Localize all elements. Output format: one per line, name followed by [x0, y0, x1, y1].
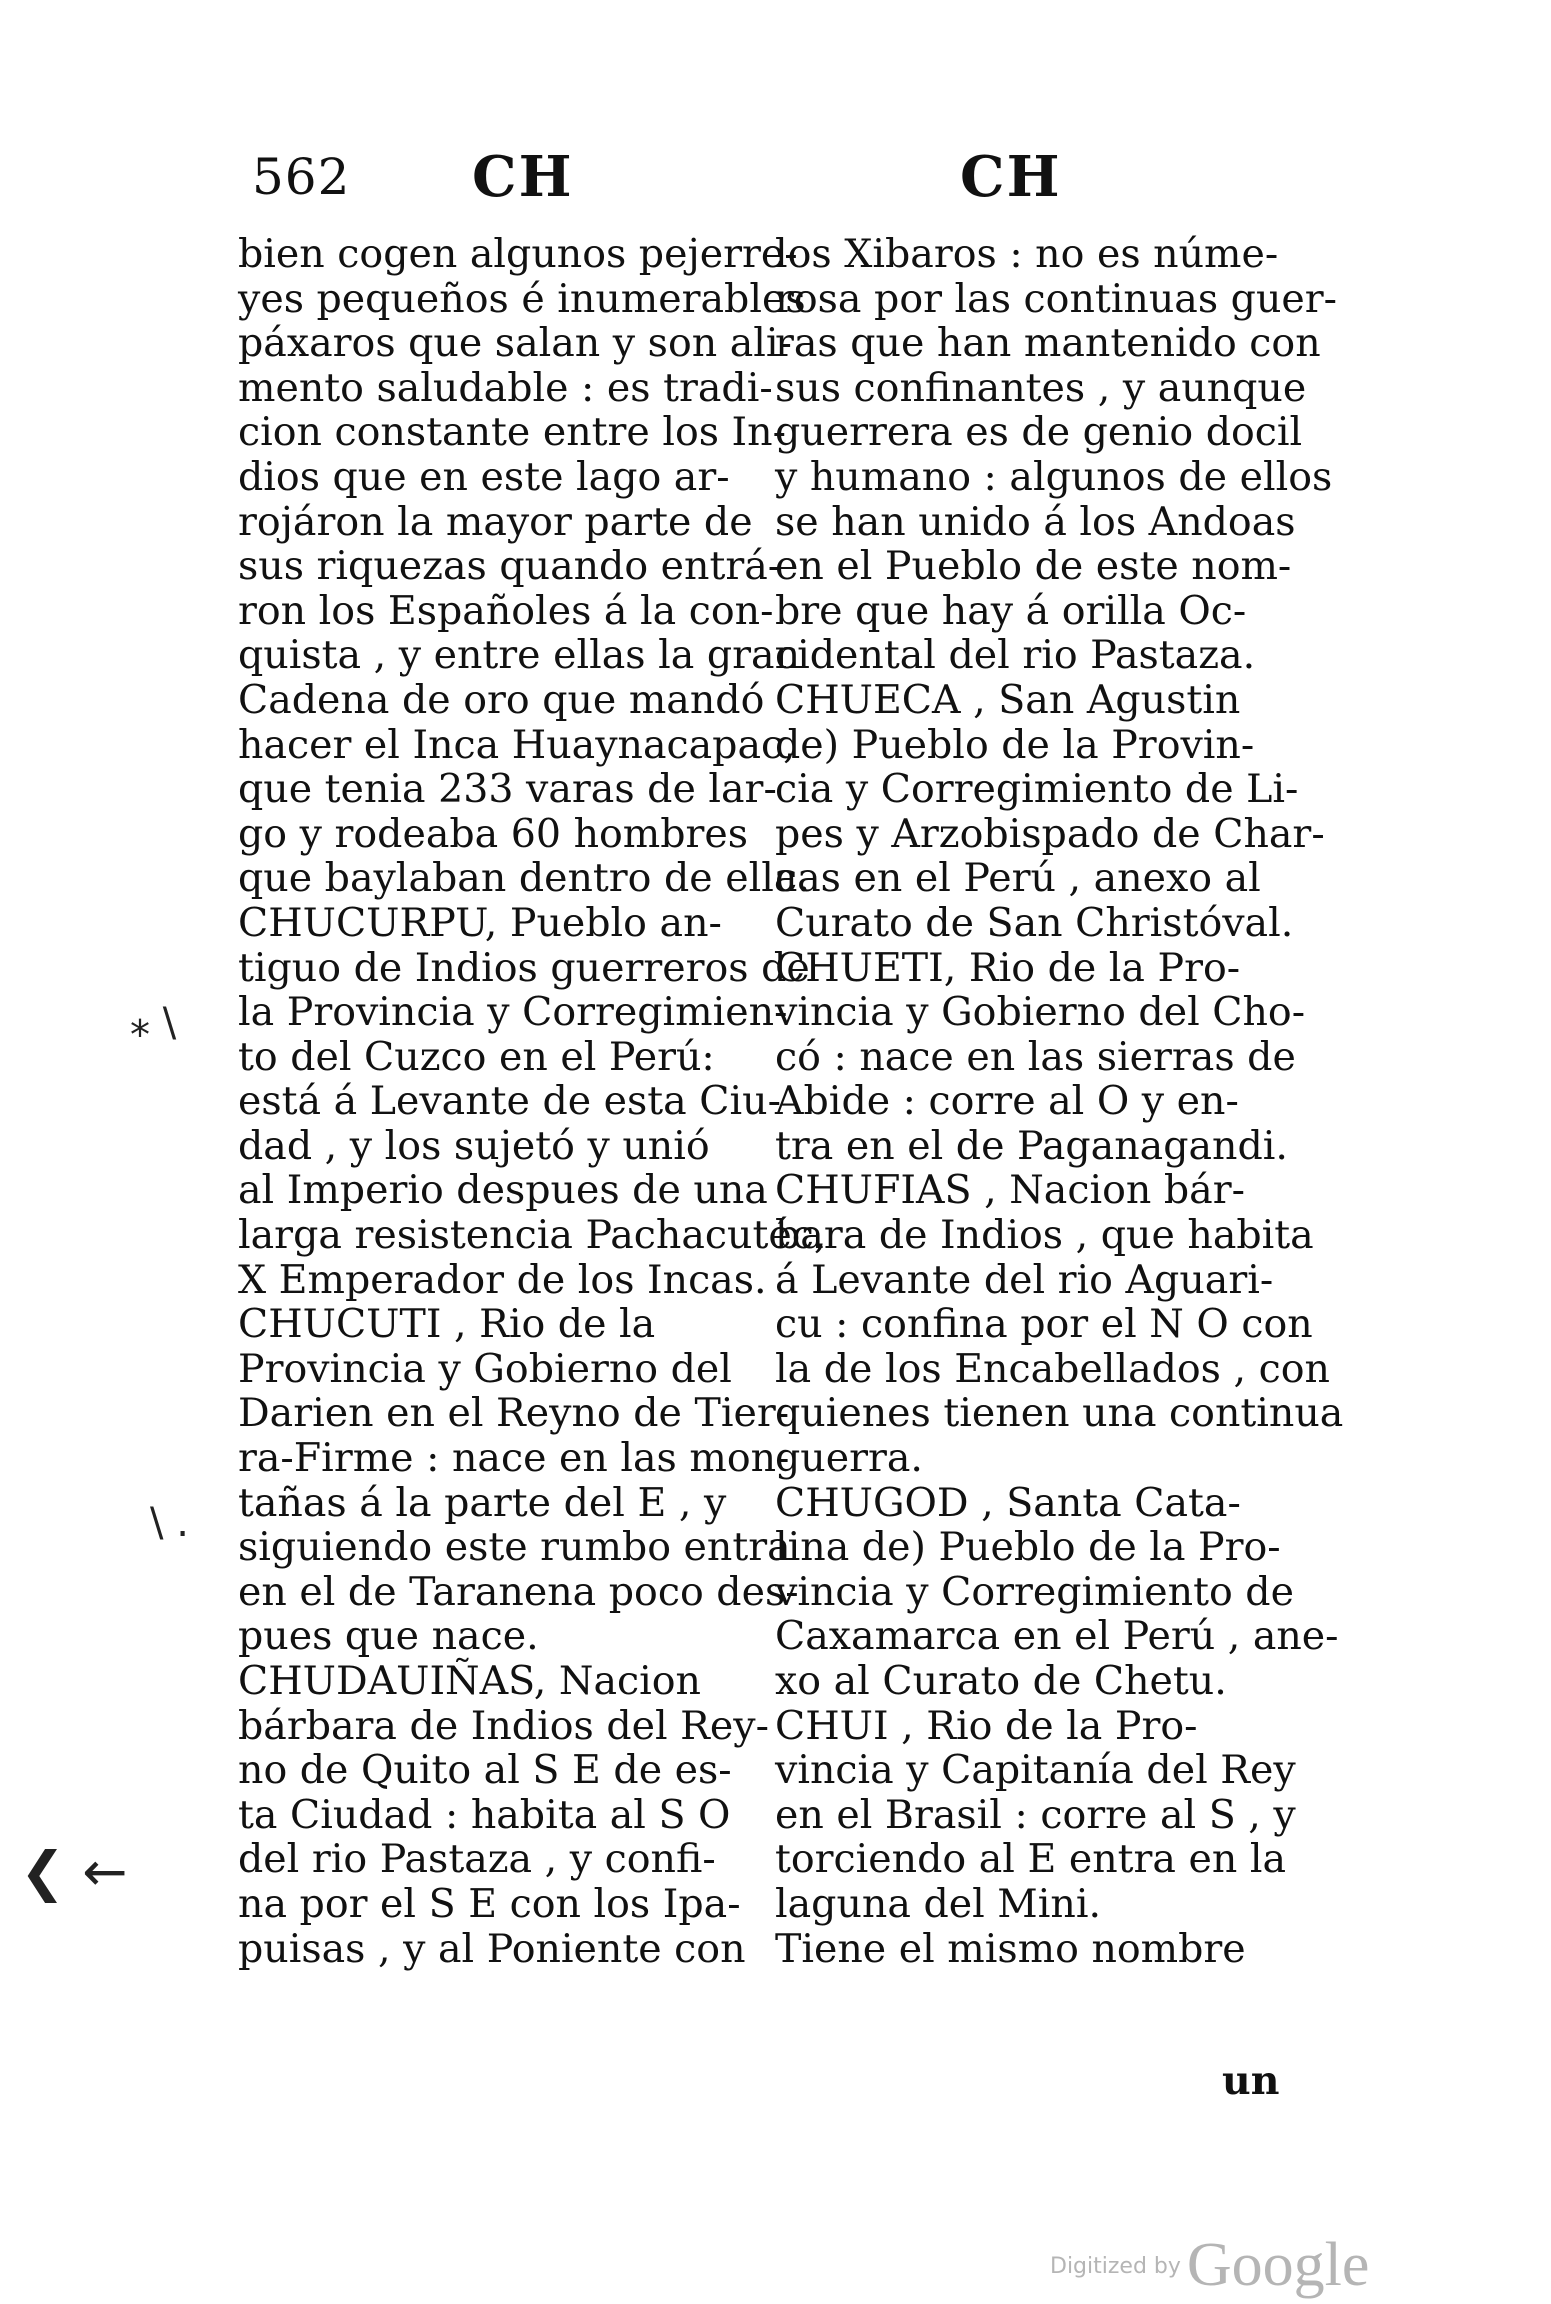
text-line: á Levante del rio Aguari- [775, 1256, 1274, 1303]
text-line: en el Pueblo de este nom- [775, 543, 1292, 590]
text-line: Tiene el mismo nombre [775, 1925, 1246, 1972]
text-line: ron los Españoles á la con- [238, 587, 774, 634]
text-line: guerrera es de genio docil [775, 409, 1303, 456]
text-line: Abide : corre al O y en- [775, 1078, 1239, 1125]
margin-mark-icon: ❮ ← [20, 1840, 128, 1903]
watermark-brand: Google [1186, 2231, 1370, 2299]
text-line: bárbara de Indios del Rey- [238, 1702, 769, 1749]
text-line: vincia y Gobierno del Cho- [775, 989, 1306, 1036]
text-line: no de Quito al S E de es- [238, 1747, 732, 1794]
text-line: quienes tienen una continua [775, 1390, 1344, 1437]
digitized-watermark [1050, 2230, 1369, 2301]
text-line: pes y Arzobispado de Char- [775, 810, 1325, 857]
text-line: ta Ciudad : habita al S O [238, 1791, 731, 1838]
text-line: en el Brasil : corre al S , y [775, 1791, 1296, 1838]
text-line: Darien en el Reyno de Tier- [238, 1390, 790, 1437]
text-line: puisas , y al Poniente con [238, 1925, 746, 1972]
text-line: pues que nace. [238, 1613, 539, 1660]
text-line: CHUETI, Rio de la Pro- [775, 944, 1241, 991]
text-line: de) Pueblo de la Provin- [775, 721, 1255, 768]
text-line: hacer el Inca Huaynacapac, [238, 721, 796, 768]
text-line: ras que han mantenido con [775, 320, 1321, 367]
text-column-right [775, 231, 1344, 1972]
margin-mark-icon: ⁎ \ [130, 1000, 177, 1046]
running-head-right: CH [960, 144, 1062, 210]
text-line: cidental del rio Pastaza. [775, 632, 1256, 679]
text-line: sus riquezas quando entrá- [238, 543, 782, 590]
text-line: que baylaban dentro de ella. [238, 855, 810, 902]
text-column-left [238, 231, 827, 1972]
text-line: dad , y los sujetó y unió [238, 1122, 710, 1169]
text-line: X Emperador de los Incas. [238, 1256, 767, 1303]
text-line: CHUECA , San Agustin [775, 676, 1241, 723]
text-line: có : nace en las sierras de [775, 1033, 1296, 1080]
text-line: to del Cuzco en el Perú: [238, 1033, 715, 1080]
text-line: la Provincia y Corregimien- [238, 989, 788, 1036]
text-line: Provincia y Gobierno del [238, 1345, 732, 1392]
text-line: go y rodeaba 60 hombres [238, 810, 749, 857]
text-line: cia y Corregimiento de Li- [775, 766, 1299, 813]
text-line: xo al Curato de Chetu. [775, 1658, 1227, 1704]
text-line: los Xibaros : no es núme- [775, 231, 1279, 277]
text-line: tra en el de Paganagandi. [775, 1122, 1288, 1169]
text-line: tañas á la parte del E , y [238, 1479, 727, 1526]
text-line: laguna del Mini. [775, 1880, 1102, 1927]
text-line: bara de Indios , que habita [775, 1212, 1314, 1259]
text-line: dios que en este lago ar- [238, 453, 730, 500]
page-number: 562 [252, 148, 351, 206]
text-line: al Imperio despues de una [238, 1167, 768, 1214]
text-line: páxaros que salan y son ali- [238, 320, 792, 367]
text-line: Cadena de oro que mandó [238, 676, 765, 723]
text-line: se han unido á los Andoas [775, 498, 1296, 545]
text-line: tiguo de Indios guerreros de [238, 944, 810, 991]
text-line: del rio Pastaza , y confi- [238, 1836, 716, 1883]
text-line: que tenia 233 varas de lar- [238, 766, 777, 813]
text-line: guerra. [775, 1435, 923, 1482]
text-line: cu : confina por el N O con [775, 1301, 1313, 1348]
text-line: en el de Taranena poco des- [238, 1568, 799, 1615]
text-line: larga resistencia Pachacutéc, [238, 1212, 827, 1259]
catchword: un [1222, 2058, 1280, 2104]
text-line: está á Levante de esta Ciu- [238, 1078, 781, 1125]
text-line: ra-Firme : nace en las mon- [238, 1435, 790, 1482]
text-line: CHUCURPU, Pueblo an- [238, 899, 722, 946]
text-line: Caxamarca en el Perú , ane- [775, 1613, 1339, 1660]
text-line: rojáron la mayor parte de [238, 498, 753, 545]
watermark-caption: Digitized by [1050, 2254, 1181, 2279]
text-line: cion constante entre los In- [238, 409, 786, 456]
text-line: y humano : algunos de ellos [775, 453, 1333, 500]
text-line: CHUFIAS , Nacion bár- [775, 1167, 1245, 1214]
text-line: CHUDAUIÑAS, Nacion [238, 1658, 701, 1704]
text-line: na por el S E con los Ipa- [238, 1880, 741, 1927]
text-line: Curato de San Christóval. [775, 899, 1294, 946]
text-line: rosa por las continuas guer- [775, 275, 1337, 322]
text-line: vincia y Capitanía del Rey [775, 1747, 1296, 1794]
text-line: lina de) Pueblo de la Pro- [775, 1524, 1281, 1571]
text-line: CHUCUTI , Rio de la [238, 1301, 656, 1348]
text-line: yes pequeños é inumerables [238, 275, 806, 322]
text-line: torciendo al E entra en la [775, 1836, 1287, 1883]
text-line: mento saludable : es tradi- [238, 364, 773, 411]
margin-mark-icon: \ . [150, 1500, 189, 1546]
running-head-left: CH [472, 144, 574, 210]
text-line: siguiendo este rumbo entra [238, 1524, 791, 1571]
text-line: cas en el Perú , anexo al [775, 855, 1261, 902]
text-line: la de los Encabellados , con [775, 1345, 1330, 1392]
text-line: bien cogen algunos pejerre- [238, 231, 798, 277]
text-line: CHUI , Rio de la Pro- [775, 1702, 1198, 1749]
text-line: sus confinantes , y aunque [775, 364, 1307, 411]
text-line: bre que hay á orilla Oc- [775, 587, 1247, 634]
text-line: vincia y Corregimiento de [775, 1568, 1294, 1615]
text-line: quista , y entre ellas la gran [238, 632, 801, 679]
text-line: CHUGOD , Santa Cata- [775, 1479, 1241, 1526]
